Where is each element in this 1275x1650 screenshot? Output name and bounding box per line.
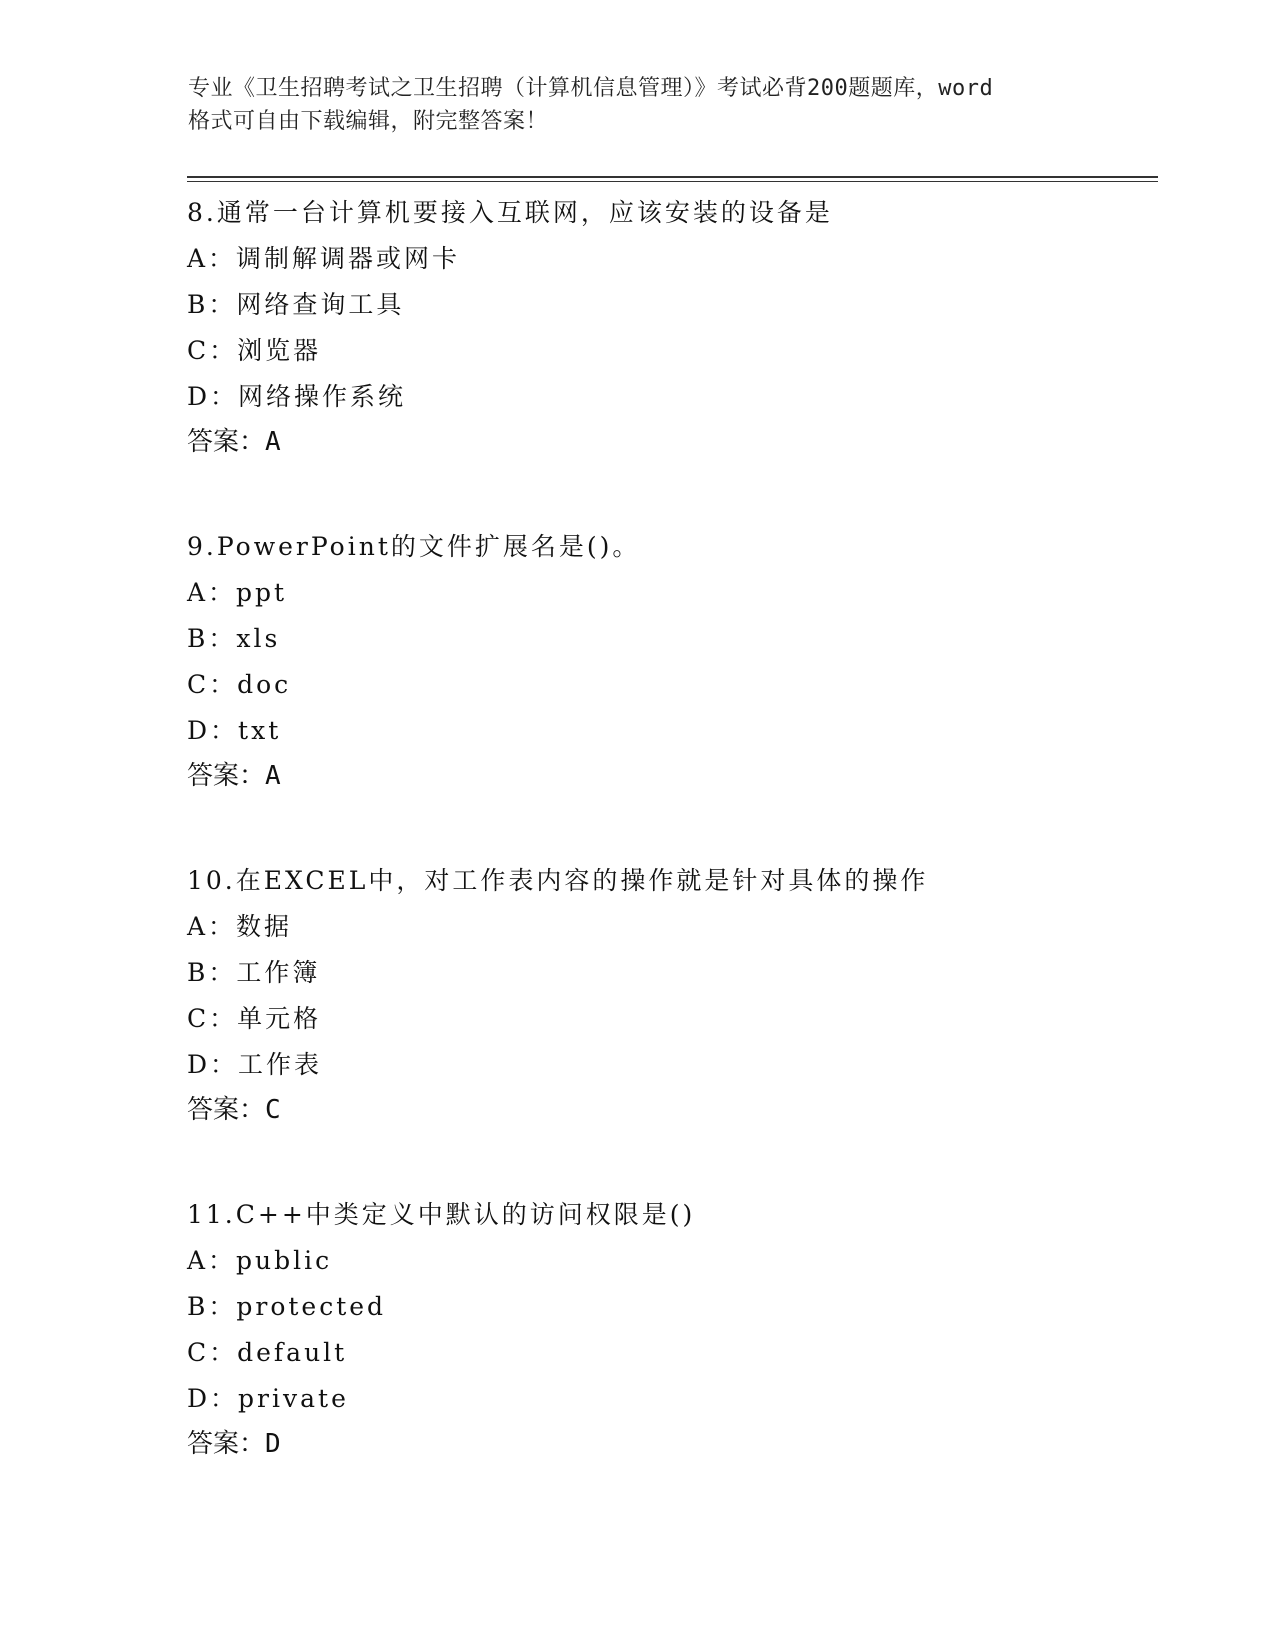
document-header bbox=[188, 72, 1108, 138]
option-b: B：工作簿 bbox=[187, 958, 321, 987]
option-c: C：单元格 bbox=[187, 1004, 322, 1033]
option-c: C：doc bbox=[187, 670, 292, 699]
option-c: C：浏览器 bbox=[187, 336, 322, 365]
option-b: B：protected bbox=[187, 1292, 387, 1321]
question-stem: 8.通常一台计算机要接入互联网，应该安装的设备是 bbox=[187, 198, 833, 227]
header-divider-thick bbox=[187, 176, 1158, 178]
question-stem: 11.C++中类定义中默认的访问权限是() bbox=[187, 1200, 696, 1229]
answer: 答案：A bbox=[187, 427, 281, 457]
option-b: B：xls bbox=[187, 624, 281, 653]
option-a: A：public bbox=[187, 1246, 333, 1275]
option-d: D：txt bbox=[187, 716, 282, 745]
option-c: C：default bbox=[187, 1338, 348, 1367]
header-divider-thin bbox=[187, 181, 1158, 182]
answer: 答案：D bbox=[187, 1429, 281, 1459]
question-11 bbox=[187, 1192, 1147, 1466]
header-line-2: 格式可自由下载编辑，附完整答案！ bbox=[188, 109, 549, 134]
header-line-1: 专业《卫生招聘考试之卫生招聘（计算机信息管理）》考试必背200题题库，word bbox=[188, 76, 994, 101]
question-stem: 10.在EXCEL中，对工作表内容的操作就是针对具体的操作 bbox=[187, 866, 929, 895]
answer: 答案：C bbox=[187, 1095, 281, 1125]
question-10 bbox=[187, 858, 1147, 1132]
option-a: A：ppt bbox=[187, 578, 288, 607]
option-b: B：网络查询工具 bbox=[187, 290, 405, 319]
option-a: A：数据 bbox=[187, 912, 293, 941]
option-d: D：private bbox=[187, 1384, 349, 1413]
option-d: D：网络操作系统 bbox=[187, 382, 407, 411]
option-d: D：工作表 bbox=[187, 1050, 323, 1079]
question-8 bbox=[187, 190, 1147, 464]
question-stem: 9.PowerPoint的文件扩展名是()。 bbox=[187, 532, 641, 561]
question-9 bbox=[187, 524, 1147, 798]
option-a: A：调制解调器或网卡 bbox=[187, 244, 461, 273]
question-list bbox=[187, 190, 1147, 1526]
answer: 答案：A bbox=[187, 761, 281, 791]
